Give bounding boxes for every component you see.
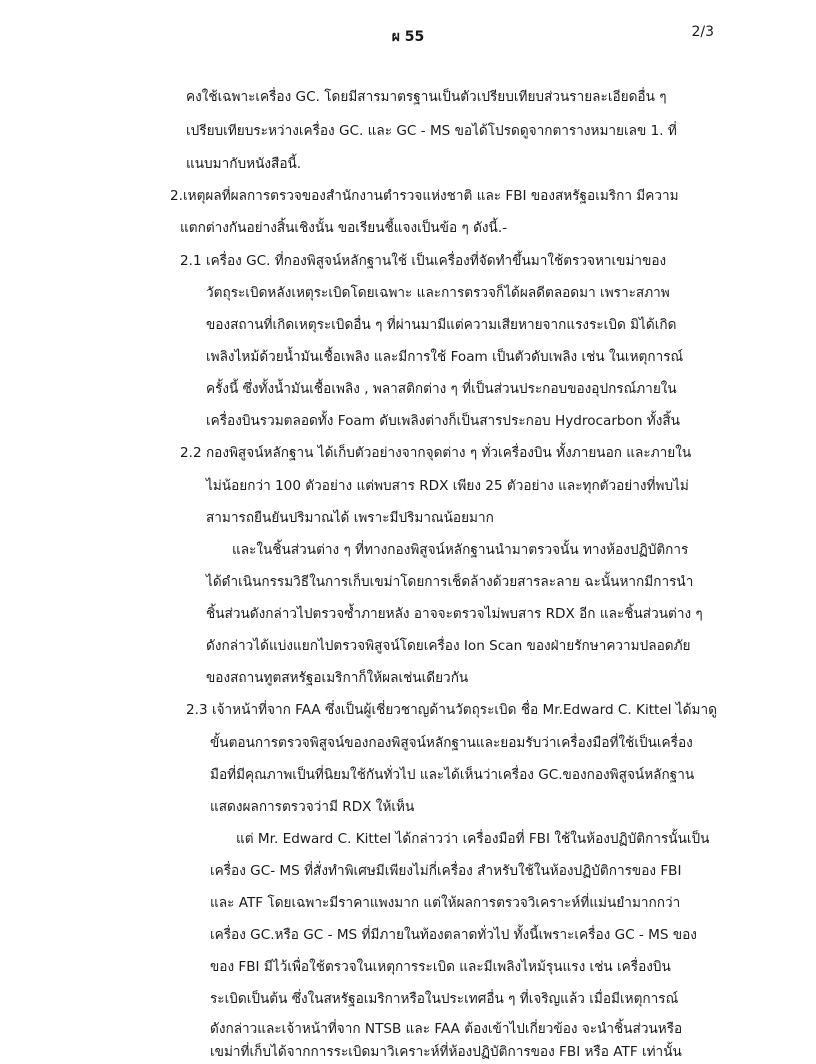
- text-line: และในชิ้นส่วนต่าง ๆ ที่ทางกองพิสูจน์หลักฐานนำมาตรวจนั้น ทางห้องปฏิบัติการ: [232, 542, 689, 558]
- text-line: ระเบิดเป็นต้น ซึ่งในสหรัฐอเมริกาหรือในประเทศอื่น ๆ ที่เจริญแล้ว เมื่อมีเหตุการณ์: [210, 991, 679, 1007]
- text-line: 2.เหตุผลที่ผลการตรวจของสำนักงานตำรวจแห่งชาติ และ FBI ของสหรัฐอเมริกา มีความ: [170, 188, 679, 204]
- text-line: 2.2 กองพิสูจน์หลักฐาน ได้เก็บตัวอย่างจากจุดต่าง ๆ ทั่วเครื่องบิน ทั้งภายนอก และภายใน: [180, 445, 692, 461]
- text-line: แสดงผลการตรวจว่ามี RDX ให้เห็น: [210, 799, 415, 815]
- text-line: ครั้งนี้ ซึ่งทั้งน้ำมันเชื้อเพลิง , พลาสติกต่าง ๆ ที่เป็นส่วนประกอบของอุปกรณ์ภายใน: [206, 381, 677, 397]
- text-line: วัตถุระเบิดหลังเหตุระเบิดโดยเฉพาะ และการตรวจก็ได้ผลดีตลอดมา เพราะสภาพ: [206, 285, 670, 301]
- text-line: แตกต่างกันอย่างสิ้นเชิงนั้น ขอเรียนชี้แจงเป็นข้อ ๆ ดังนี้.-: [180, 220, 508, 236]
- text-line: มือที่มีคุณภาพเป็นที่นิยมใช้กันทั่วไป และได้เห็นว่าเครื่อง GC.ของกองพิสูจน์หลักฐาน: [210, 767, 695, 783]
- text-line: 2.1 เครื่อง GC. ที่กองพิสูจน์หลักฐานใช้ เป็นเครื่องที่จัดทำขึ้นมาใช้ตรวจหาเขม่าของ: [180, 253, 667, 269]
- text-line: ได้ดำเนินกรรมวิธีในการเก็บเขม่าโดยการเช็ดล้างด้วยสารละลาย ฉะนั้นหากมีการนำ: [206, 574, 694, 590]
- text-line: 2.3 เจ้าหน้าที่จาก FAA ซึ่งเป็นผู้เชี่ยวชาญด้านวัตถุระเบิด ชื่อ Mr.Edward C. Kittel ได้มาดู: [186, 702, 717, 718]
- text-line: เครื่องบินรวมตลอดทั้ง Foam ดับเพลิงต่างก็เป็นสารประกอบ Hydrocarbon ทั้งสิ้น: [206, 413, 680, 429]
- page-number: 2/3: [691, 24, 714, 40]
- text-line: เครื่อง GC- MS ที่สั่งทำพิเศษมีเพียงไม่กี่เครื่อง สำหรับใช้ในห้องปฏิบัติการของ FBI: [210, 863, 682, 879]
- text-line: ดังกล่าวและเจ้าหน้าที่จาก NTSB และ FAA ต้องเข้าไปเกี่ยวข้อง จะนำชิ้นส่วนหรือ: [210, 1021, 683, 1037]
- text-line: ขั้นตอนการตรวจพิสูจน์ของกองพิสูจน์หลักฐานและยอมรับว่าเครื่องมือที่ใช้เป็นเครื่อง: [210, 735, 693, 751]
- text-line: เปรียบเทียบระหว่างเครื่อง GC. และ GC - MS ขอได้โปรดดูจากตารางหมายเลข 1. ที่: [186, 123, 677, 139]
- text-line: และ ATF โดยเฉพาะมีราคาแพงมาก แต่ให้ผลการตรวจวิเคราะห์ที่แม่นยำมากกว่า: [210, 895, 681, 911]
- page-header-code: ผ 55: [391, 29, 425, 45]
- text-line: ของสถานที่เกิดเหตุระเบิดอื่น ๆ ที่ผ่านมามีแต่ความเสียหายจากแรงระเบิด มิได้เกิด: [206, 317, 677, 333]
- text-line: สามารถยืนยันปริมาณได้ เพราะมีปริมาณน้อยมาก: [206, 510, 494, 526]
- text-line: ชิ้นส่วนดังกล่าวไปตรวจซ้ำภายหลัง อาจจะตรวจไม่พบสาร RDX อีก และชิ้นส่วนต่าง ๆ: [206, 606, 703, 622]
- text-line: คงใช้เฉพาะเครื่อง GC. โดยมีสารมาตรฐานเป็นตัวเปรียบเทียบส่วนรายละเอียดอื่น ๆ: [186, 89, 667, 105]
- text-line: แนบมากับหนังสือนี้.: [186, 156, 302, 172]
- text-line: ของ FBI มีไว้เพื่อใช้ตรวจในเหตุการระเบิด และมีเพลิงไหม้รุนแรง เช่น เครื่องบิน: [210, 959, 671, 975]
- text-line: ของสถานทูตสหรัฐอเมริกาก็ให้ผลเช่นเดียวกัน: [206, 670, 469, 686]
- text-line: ดังกล่าวได้แบ่งแยกไปตรวจพิสูจน์โดยเครื่อง Ion Scan ของฝ่ายรักษาความปลอดภัย: [206, 638, 691, 654]
- text-line: เครื่อง GC.หรือ GC - MS ที่มีภายในท้องตลาดทั่วไป ทั้งนี้เพราะเครื่อง GC - MS ของ: [210, 927, 697, 943]
- text-line: เพลิงไหม้ด้วยน้ำมันเชื้อเพลิง และมีการใช้ Foam เป็นตัวดับเพลิง เช่น ในเหตุการณ์: [206, 349, 684, 365]
- text-line: ไม่น้อยกว่า 100 ตัวอย่าง แต่พบสาร RDX เพียง 25 ตัวอย่าง และทุกตัวอย่างที่พบไม่: [206, 478, 689, 494]
- text-line: เขม่าที่เก็บได้จากการระเบิดมาวิเคราะห์ที่ห้องปฏิบัติการของ FBI หรือ ATF เท่านั้น: [210, 1044, 682, 1060]
- text-line: แต่ Mr. Edward C. Kittel ได้กล่าวว่า เครื่องมือที่ FBI ใช้ในห้องปฏิบัติการนั้นเป็น: [236, 831, 710, 847]
